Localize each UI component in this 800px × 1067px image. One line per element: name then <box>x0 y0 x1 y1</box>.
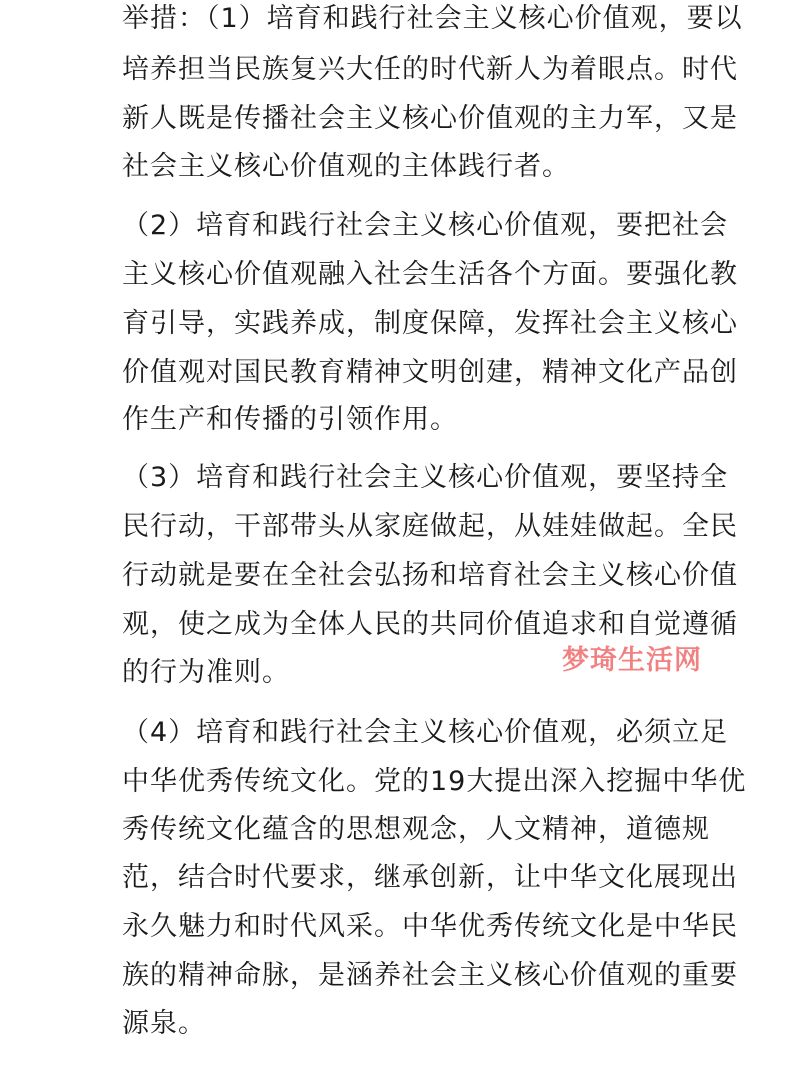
paragraph-line: 观，使之成为全体人民的共同价值追求和自觉遵循 <box>122 609 738 640</box>
paragraph-line: 秀传统文化蕴含的思想观念，人文精神，道德规 <box>122 814 710 845</box>
paragraph-line: 民行动，干部带头从家庭做起，从娃娃做起。全民 <box>122 511 738 542</box>
paragraph-line: 行动就是要在全社会弘扬和培育社会主义核心价值 <box>122 560 738 591</box>
paragraph-line: 举措：（1）培育和践行社会主义核心价值观，要以 <box>122 3 743 34</box>
site-watermark: 梦琦生活网 <box>562 645 702 676</box>
paragraph-line: （3）培育和践行社会主义核心价值观，要坚持全 <box>122 462 729 493</box>
paragraph-line: 范，结合时代要求，继承创新，让中华文化展现出 <box>122 862 738 893</box>
paragraph-line: 族的精神命脉，是涵养社会主义核心价值观的重要 <box>122 960 738 991</box>
paragraph-line: 中华优秀传统文化。党的19大提出深入挖掘中华优 <box>122 766 747 797</box>
paragraph-line: 主义核心价值观融入社会生活各个方面。要强化教 <box>122 259 738 290</box>
paragraph-line: 培养担当民族复兴大任的时代新人为着眼点。时代 <box>122 54 738 85</box>
paragraph-line: 社会主义核心价值观的主体践行者。 <box>122 151 570 182</box>
paragraph-line: 价值观对国民教育精神文明创建，精神文化产品创 <box>122 357 738 388</box>
paragraph-line: 的行为准则。 <box>122 657 290 688</box>
paragraph-line: 源泉。 <box>122 1008 206 1039</box>
paragraph-line: 永久魅力和时代风采。中华优秀传统文化是中华民 <box>122 911 738 942</box>
paragraph-line: 新人既是传播社会主义核心价值观的主力军，又是 <box>122 103 738 134</box>
paragraph-line: 作生产和传播的引领作用。 <box>122 404 458 435</box>
paragraph-line: 育引导，实践养成，制度保障，发挥社会主义核心 <box>122 308 738 339</box>
paragraph-line: （4）培育和践行社会主义核心价值观，必须立足 <box>122 717 729 748</box>
paragraph-line: （2）培育和践行社会主义核心价值观，要把社会 <box>122 210 729 241</box>
